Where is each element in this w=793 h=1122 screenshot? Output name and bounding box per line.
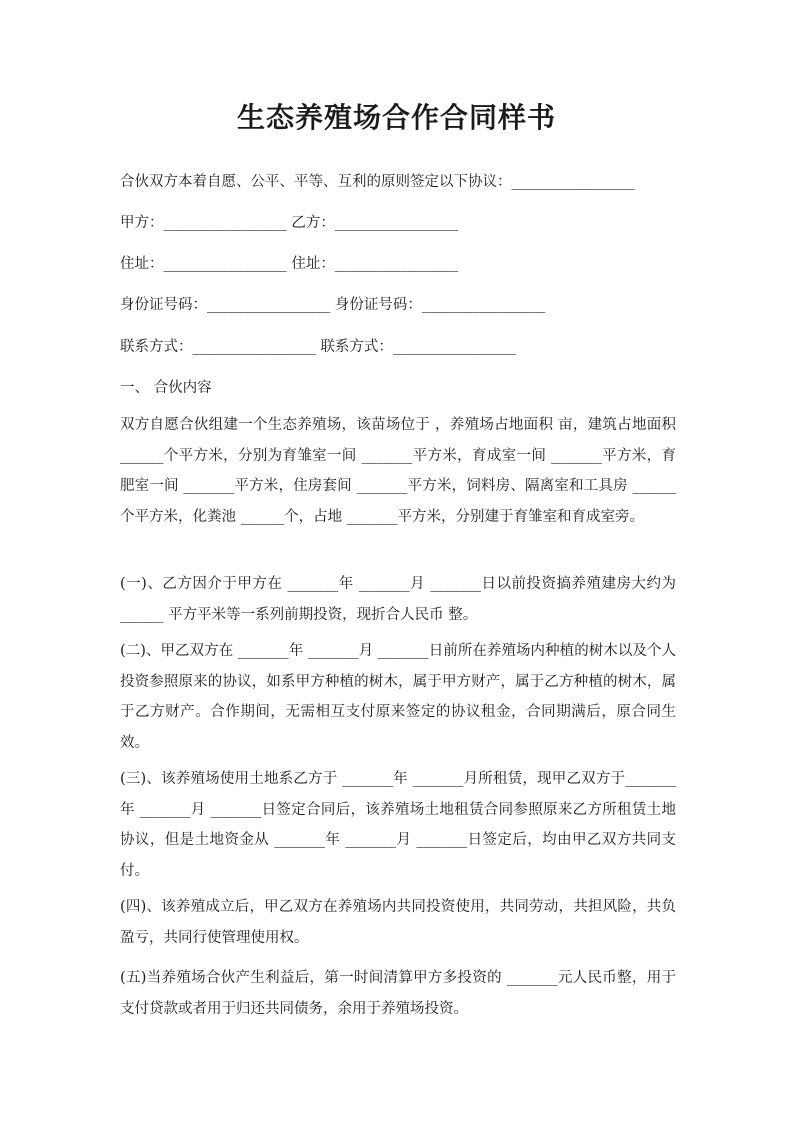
id-number-line: 身份证号码：_________________ 身份证号码：_________________	[120, 297, 546, 313]
clause-4: (四)、该养殖成立后，甲乙双方在养殖场内共同投资使用，共同劳动，共担风险，共负盈亏，共同行使管理使用权。	[120, 899, 676, 946]
clause-2: (二)、甲乙双方在 _______年 _______月 _______日前所在养殖场内种植的树木以及个人投资参照原来的协议，如系甲方种植的树木，属于甲方财产，属于乙方种植的树木，属于乙方财产。合作期间，无需相互支付原来签定的协议租金，合同期满后，原合同生效。	[120, 643, 676, 751]
section-heading: 一、 合伙内容	[120, 380, 212, 396]
document-title: 生态养殖场合作合同样书	[236, 101, 556, 134]
contact-line: 联系方式：_________________ 联系方式：_________________	[120, 339, 517, 355]
clause-3: (三)、该养殖场使用土地系乙方于 _______年 _______月所租赁，现甲乙双方于_______年 _______月 _______日签定合同后，该养殖场土地租赁合同参照原来乙方所租赁土地协议，但是土地资金从 _______年 _______月 _______日签定后，均由甲乙双方共同支付。	[120, 771, 676, 879]
clause-5: (五)当养殖场合伙产生利益后，第一时间清算甲方多投资的 _______元人民币整，用于支付贷款或者用于归还共同债务，余用于养殖场投资。	[120, 970, 676, 1017]
clause-1: (一)、乙方因介于甲方在 _______年 _______月 _______日以前投资搞养殖建房大约为______ 平方平米等一系列前期投资，现折合人民币 整。	[120, 576, 676, 623]
content-paragraph: 双方自愿合伙组建一个生态养殖场，该苗场位于 ，养殖场占地面积 亩，建筑占地面积 ______个平方米，分别为育雏室一间 _______平方米，育成室一间 _______平方米，育肥室一间 _______平方米，住房套间 _______平方米，饲料房、隔离室和工具房 ______个平方米，化粪池 ______个，占地 _______平方米，分别建于育雏室和育成室旁。	[120, 417, 676, 525]
intro-line: 合伙双方本着自愿、公平、平等、互利的原则签定以下协议：_________________	[120, 174, 635, 190]
party-line: 甲方：_________________ 乙方：_________________	[120, 215, 459, 231]
address-line: 住址：_________________ 住址：_________________	[120, 256, 459, 272]
